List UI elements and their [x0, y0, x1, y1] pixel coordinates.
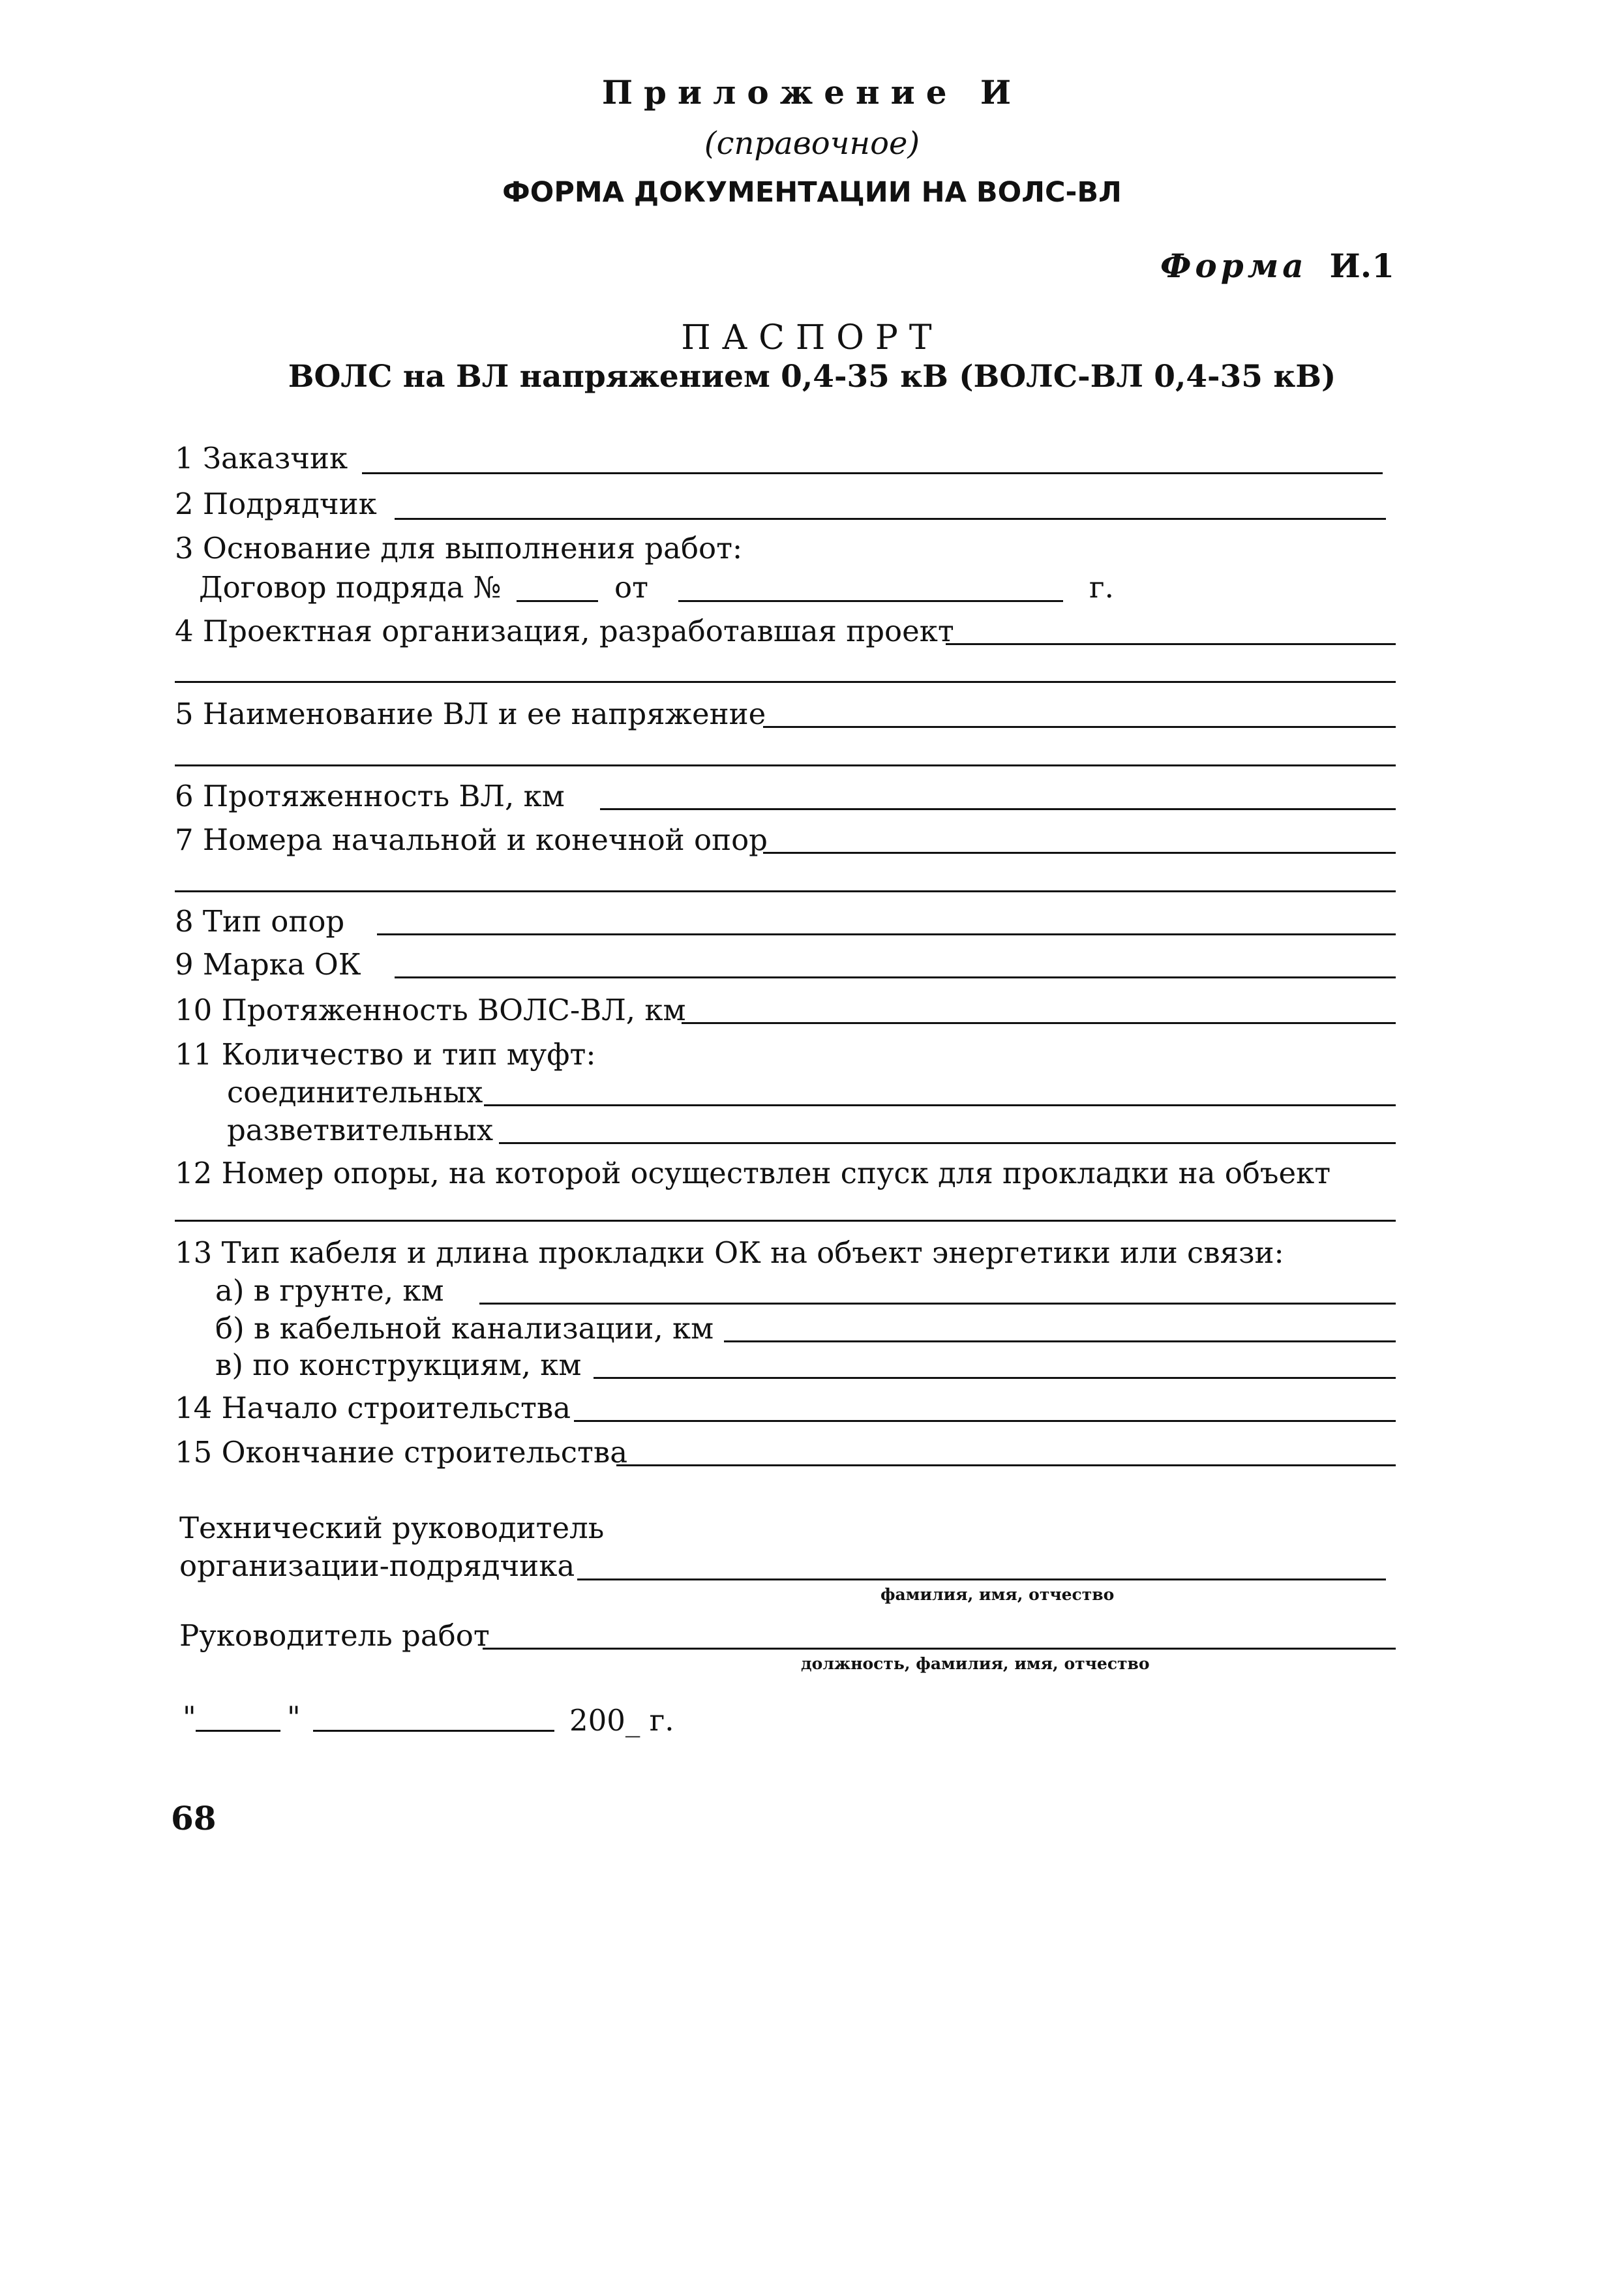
field-contract-number-line[interactable] [517, 600, 598, 602]
appendix-heading: Приложение И [601, 73, 1023, 112]
appendix-type: (справочное) [704, 125, 920, 162]
form-label [1160, 247, 1394, 285]
field-design-org-line-2[interactable] [175, 681, 1396, 683]
page-number: 68 [171, 1799, 217, 1837]
field-poles-label: 7 Номера начальной и конечной опор [175, 823, 768, 857]
field-design-org-line[interactable] [946, 643, 1396, 645]
field-poles-line-2[interactable] [175, 890, 1396, 892]
work-head-signature-line[interactable] [483, 1648, 1396, 1650]
field-line-name-label: 5 Наименование ВЛ и ее напряжение [175, 697, 766, 731]
tech-head-caption: фамилия, имя, отчество [880, 1585, 1115, 1604]
field-couplings-label: 11 Количество и тип муфт: [175, 1037, 596, 1072]
field-line-length-line[interactable] [600, 808, 1396, 810]
field-cable-structures-label: в) по конструкциям, км [215, 1348, 582, 1382]
field-couplings-branch-label: разветвительных [227, 1113, 494, 1147]
tech-head-org-label: организации-подрядчика [179, 1548, 575, 1583]
field-start-label: 14 Начало строительства [175, 1391, 571, 1425]
field-contractor-label: 2 Подрядчик [175, 487, 377, 521]
field-cable-ground-line[interactable] [479, 1303, 1396, 1305]
field-fol-length-line[interactable] [682, 1022, 1396, 1024]
date-close-quote: " [287, 1700, 301, 1734]
work-head-caption: должность, фамилия, имя, отчество [801, 1654, 1150, 1673]
field-line-name-line[interactable] [763, 726, 1396, 728]
field-poles-line[interactable] [763, 852, 1396, 854]
work-head-label: Руководитель работ [179, 1618, 490, 1653]
tech-head-label: Технический руководитель [179, 1511, 605, 1545]
field-cable-brand-line[interactable] [395, 976, 1396, 978]
field-couplings-joint-line[interactable] [484, 1104, 1396, 1106]
passport-subtitle: ВОЛС на ВЛ напряжением 0,4-35 кВ (ВОЛС-ВЛ 0,4-35 кВ) [288, 359, 1336, 395]
form-word: Форма [1160, 247, 1308, 285]
field-cable-duct-label: б) в кабельной канализации, км [215, 1311, 714, 1346]
field-pole-type-label: 8 Тип опор [175, 904, 345, 939]
field-line-name-line-2[interactable] [175, 764, 1396, 766]
field-couplings-joint-label: соединительных [227, 1075, 483, 1110]
field-descent-pole-line[interactable] [175, 1220, 1396, 1222]
field-cable-structures-line[interactable] [594, 1377, 1396, 1379]
field-descent-pole-label: 12 Номер опоры, на которой осуществлен спуск для прокладки на объект [175, 1156, 1331, 1190]
date-open-quote: " [183, 1700, 196, 1734]
document-title: ФОРМА ДОКУМЕНТАЦИИ НА ВОЛС-ВЛ [502, 176, 1122, 209]
field-contract-label: Договор подряда № [199, 570, 502, 605]
field-cable-duct-line[interactable] [724, 1340, 1396, 1342]
passport-title: ПАСПОРТ [681, 318, 943, 357]
field-customer-line[interactable] [362, 472, 1383, 474]
field-couplings-branch-line[interactable] [499, 1142, 1396, 1144]
field-cable-type-label: 13 Тип кабеля и длина прокладки ОК на объект энергетики или связи: [175, 1235, 1284, 1270]
field-cable-ground-label: а) в грунте, км [215, 1273, 444, 1308]
field-fol-length-label: 10 Протяженность ВОЛС-ВЛ, км [175, 993, 686, 1027]
field-contract-year: г. [1089, 570, 1114, 605]
date-year: 200_ г. [569, 1703, 674, 1738]
field-basis-label: 3 Основание для выполнения работ: [175, 531, 743, 566]
field-end-label: 15 Окончание строительства [175, 1435, 628, 1470]
field-start-line[interactable] [574, 1420, 1396, 1422]
field-customer-label: 1 Заказчик [175, 441, 348, 476]
date-month-line[interactable] [313, 1730, 554, 1732]
tech-head-signature-line[interactable] [577, 1579, 1386, 1580]
date-day-line[interactable] [196, 1730, 280, 1732]
field-contractor-line[interactable] [395, 518, 1386, 520]
field-end-line[interactable] [616, 1464, 1396, 1466]
field-line-length-label: 6 Протяженность ВЛ, км [175, 779, 565, 813]
field-contract-date-line[interactable] [678, 600, 1063, 602]
field-design-org-label: 4 Проектная организация, разработавшая проект [175, 614, 954, 648]
form-number: И.1 [1329, 247, 1394, 285]
field-contract-from: от [614, 570, 648, 605]
field-pole-type-line[interactable] [377, 933, 1396, 935]
field-cable-brand-label: 9 Марка ОК [175, 947, 361, 982]
